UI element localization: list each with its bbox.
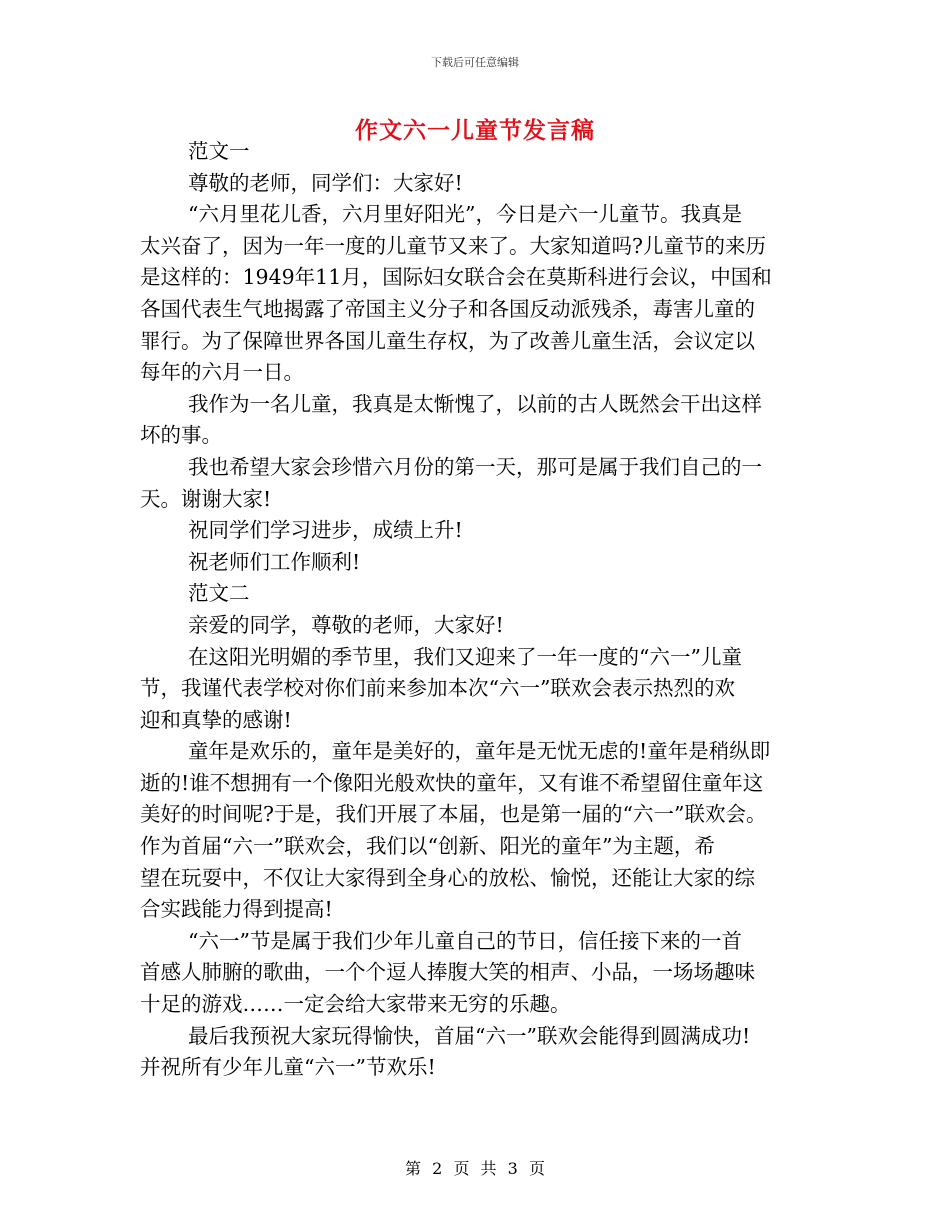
footer-page-number: 2 <box>432 1159 443 1178</box>
page-header-note: 下载后可任意编辑 <box>431 56 519 69</box>
text-line: 逝的!谁不想拥有一个像阳光般欢快的童年，又有谁不希望留住童年这 <box>140 770 764 795</box>
text-line: 我作为一名儿童，我真是太惭愧了，以前的古人既然会干出这样 <box>188 391 762 416</box>
text-line: “六月里花儿香，六月里好阳光”，今日是六一儿童节。我真是 <box>188 202 742 227</box>
text-line: 我也希望大家会珍惜六月份的第一天，那可是属于我们自己的一 <box>188 454 762 479</box>
footer-total-pages: 3 <box>507 1159 518 1178</box>
text-line: 并祝所有少年儿童“六一”节欢乐! <box>140 1055 436 1080</box>
text-line: 首感人肺腑的歌曲，一个个逗人捧腹大笑的相声、小品，一场场趣味 <box>140 960 755 985</box>
text-line: 作为首届“六一”联欢会，我们以“创新、阳光的童年”为主题，希 <box>140 834 715 859</box>
text-line: 太兴奋了，因为一年一度的儿童节又来了。大家知道吗?儿童节的来历 <box>140 233 766 258</box>
text-line: 坏的事。 <box>140 423 222 448</box>
text-line: 亲爱的同学，尊敬的老师，大家好! <box>188 612 504 637</box>
text-line: 美好的时间呢?于是，我们开展了本届，也是第一届的“六一”联欢会。 <box>140 802 767 827</box>
text-line: 祝同学们学习进步，成绩上升! <box>188 518 463 543</box>
text-line: 迎和真挚的感谢! <box>140 707 292 732</box>
text-line: 在这阳光明媚的季节里，我们又迎来了一年一度的“六一”儿童 <box>188 644 742 669</box>
text-line: 范文一 <box>188 139 250 163</box>
text-line: 童年是欢乐的，童年是美好的，童年是无忧无虑的!童年是稍纵即 <box>188 739 771 764</box>
footer-page-word: 页 <box>453 1159 470 1178</box>
text-line: 合实践能力得到提高! <box>140 897 333 922</box>
text-line: 十足的游戏……一定会给大家带来无穷的乐趣。 <box>140 992 571 1017</box>
text-line: “六一”节是属于我们少年儿童自己的节日，信任接下来的一首 <box>188 928 742 953</box>
page-footer <box>0 1156 950 1179</box>
text-line: 尊敬的老师，同学们：大家好! <box>188 170 463 195</box>
text-line: 望在玩耍中，不仅让大家得到全身心的放松、愉悦，还能让大家的综 <box>140 865 755 890</box>
footer-prefix: 第 <box>405 1159 422 1178</box>
text-line: 是这样的：1949年11月，国际妇女联合会在莫斯科进行会议，中国和 <box>140 265 772 290</box>
footer-of: 共 <box>480 1159 497 1178</box>
text-line: 范文二 <box>188 581 250 606</box>
text-line: 罪行。为了保障世界各国儿童生存权，为了改善儿童生活，会议定以 <box>140 328 755 353</box>
text-line: 祝老师们工作顺利! <box>188 549 361 574</box>
text-line: 每年的六月一日。 <box>140 360 304 385</box>
text-line: 最后我预祝大家玩得愉快，首届“六一”联欢会能得到圆满成功! <box>188 1023 751 1048</box>
document-title: 作文六一儿童节发言稿 <box>355 118 595 144</box>
text-line: 节，我谨代表学校对你们前来参加本次“六一”联欢会表示热烈的欢 <box>140 676 735 701</box>
text-line: 各国代表生气地揭露了帝国主义分子和各国反动派残杀，毒害儿童的 <box>140 296 755 321</box>
text-line: 天。谢谢大家! <box>140 486 272 511</box>
footer-suffix: 页 <box>528 1159 545 1178</box>
document-body <box>140 136 820 1084</box>
